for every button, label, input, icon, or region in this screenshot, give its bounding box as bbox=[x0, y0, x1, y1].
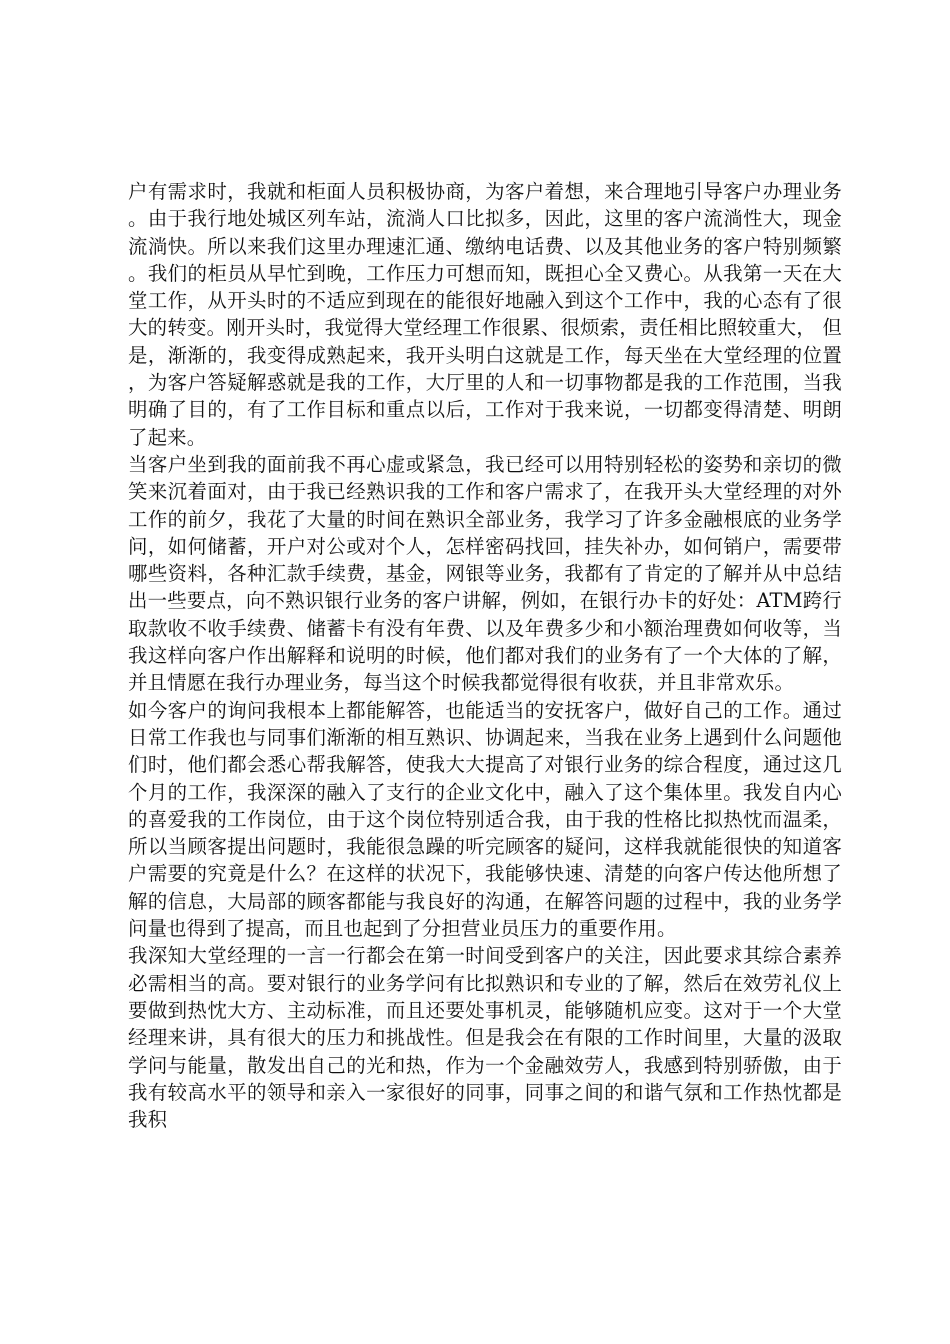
document-body bbox=[128, 178, 842, 1133]
paragraph-1: 户有需求时，我就和柜面人员积极协商，为客户着想，来合理地引导客户办理业务。由于我行地处城区列车站，流淌人口比拟多，因此，这里的客户流淌性大，现金流淌快。所以来我们这里办理速汇通、缴纳电话费、以及其他业务的客户特别频繁。我们的柜员从早忙到晚，工作压力可想而知，既担心全又费心。从我第一天在大堂工作，从开头时的不适应到现在的能很好地融入到这个工作中，我的心态有了很大的转变。刚开头时，我觉得大堂经理工作很累、很烦索，责任相比照较重大， 但是，渐渐的，我变得成熟起来，我开头明白这就是工作，每天坐在大堂经理的位置，为客户答疑解惑就是我的工作，大厅里的人和一切事物都是我的工作范围，当我明确了目的，有了工作目标和重点以后，工作对于我来说，一切都变得清楚、明朗了起来。 bbox=[128, 180, 842, 449]
paragraph-4: 我深知大堂经理的一言一行都会在第一时间受到客户的关注，因此要求其综合素养必需相当的高。要对银行的业务学问有比拟熟识和专业的了解，然后在效劳礼仪上要做到热忱大方、主动标准，而且还要处事机灵，能够随机应变。这对于一个大堂经理来讲，具有很大的压力和挑战性。但是我会在有限的工作时间里，大量的汲取学问与能量，散发出自己的光和热，作为一个金融效劳人，我感到特别骄傲，由于我有较高水平的领导和亲入一家很好的同事，同事之间的和谐气氛和工作热忱都是我积 bbox=[128, 944, 842, 1132]
paragraph-3: 如今客户的询问我根本上都能解答，也能适当的安抚客户，做好自己的工作。通过日常工作我也与同事们渐渐的相互熟识、协调起来，当我在业务上遇到什么问题他们时，他们都会悉心帮我解答，使我大大提高了对银行业务的综合程度，通过这几个月的工作，我深深的融入了支行的企业文化中，融入了这个集体里。我发自内心的喜爱我的工作岗位，由于这个岗位特别适合我，由于我的性格比拟热忱而温柔，所以当顾客提出问题时，我能很急躁的听完顾客的疑问，这样我就能很快的知道客户需要的究竟是什么？在这样的状况下，我能够快速、清楚的向客户传达他所想了解的信息，大局部的顾客都能与我良好的沟通，在解答问题的过程中，我的业务学问量也得到了提高，而且也起到了分担营业员压力的重要作用。 bbox=[128, 698, 842, 941]
paragraph-2: 当客户坐到我的面前我不再心虚或紧急，我已经可以用特别轻松的姿势和亲切的微笑来沉着面对，由于我已经熟识我的工作和客户需求了，在我开头大堂经理的对外工作的前夕，我花了大量的时间在熟识全部业务，我学习了许多金融根底的业务学问，如何储蓄，开户对公或对个人，怎样密码找回，挂失补办，如何销户，需要带哪些资料，各种汇款手续费，基金，网银等业务，我都有了肯定的了解并从中总结出一些要点，向不熟识银行业务的客户讲解，例如，在银行办卡的好处：ATM跨行取款收不收手续费、储蓄卡有没有年费、以及年费多少和小额治理费如何收等，当我这样向客户作出解释和说明的时候，他们都对我们的业务有了一个大体的了解，并且情愿在我行办理业务，每当这个时候我都觉得很有收获，并且非常欢乐。 bbox=[128, 452, 842, 695]
